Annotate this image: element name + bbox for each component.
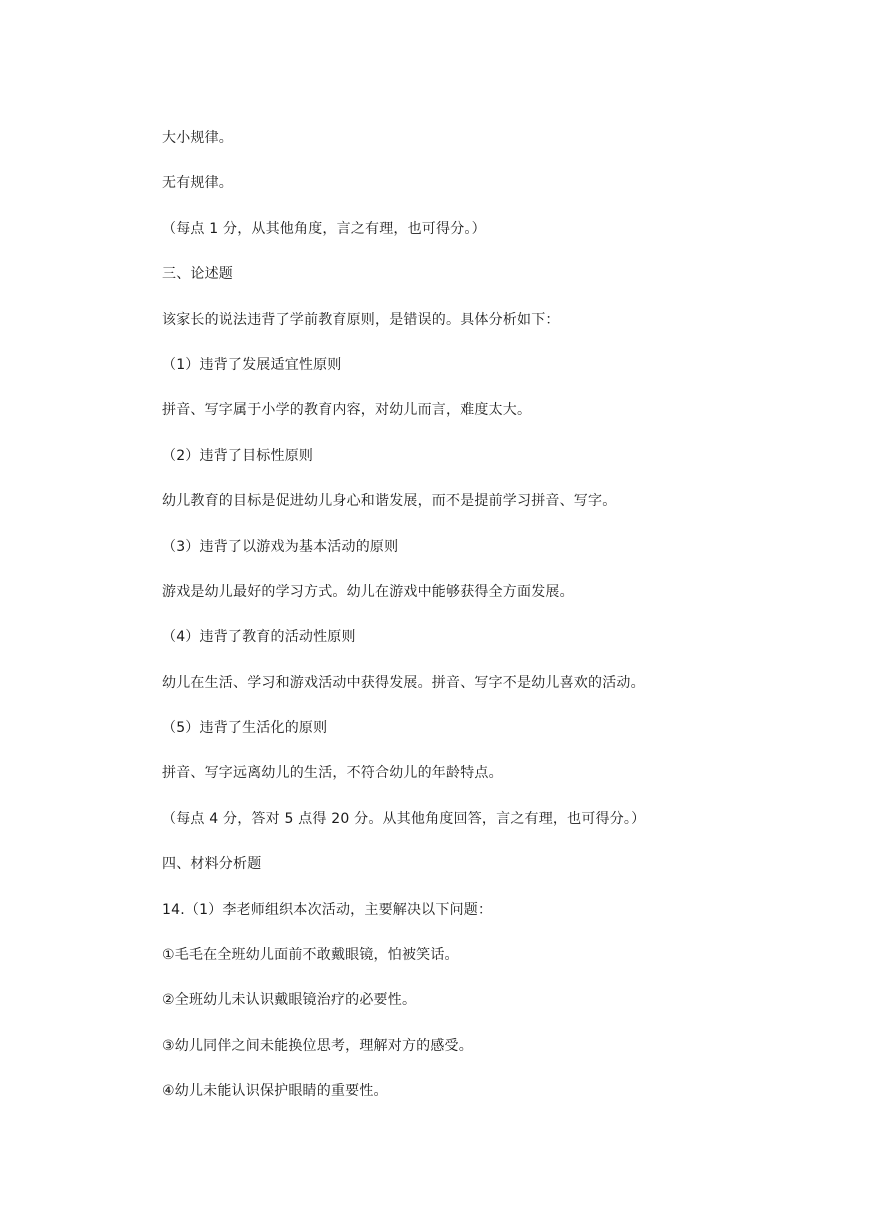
point-2-heading: （2）违背了目标性原则 bbox=[162, 447, 314, 464]
point-1-heading: （1）违背了发展适宜性原则 bbox=[162, 356, 342, 373]
document-body bbox=[162, 128, 782, 1127]
text-line-size-pattern: 大小规律。 bbox=[162, 130, 233, 146]
point-4-heading: （4）违背了教育的活动性原则 bbox=[162, 629, 356, 646]
point-1-text: 拼音、写字属于小学的教育内容，对幼儿而言，难度太大。 bbox=[162, 402, 532, 419]
section-heading-essay: 三、论述题 bbox=[162, 266, 233, 283]
question-14-part-1: 14.（1）李老师组织本次活动，主要解决以下问题： bbox=[162, 901, 493, 918]
point-5-text: 拼音、写字远离幼儿的生活，不符合幼儿的年龄特点。 bbox=[162, 765, 503, 782]
point-3-heading: （3）违背了以游戏为基本活动的原则 bbox=[162, 538, 399, 555]
issue-item-1: ①毛毛在全班幼儿面前不敢戴眼镜，怕被笑话。 bbox=[162, 947, 459, 964]
section-heading-material-analysis: 四、材料分析题 bbox=[162, 856, 262, 873]
issue-item-3: ③幼儿同伴之间未能换位思考，理解对方的感受。 bbox=[162, 1037, 473, 1054]
issue-item-4: ④幼儿未能认识保护眼睛的重要性。 bbox=[162, 1083, 388, 1100]
point-4-text: 幼儿在生活、学习和游戏活动中获得发展。拼音、写字不是幼儿喜欢的活动。 bbox=[162, 674, 645, 691]
essay-intro: 该家长的说法违背了学前教育原则，是错误的。具体分析如下： bbox=[162, 311, 560, 328]
scoring-note-1: （每点 1 分，从其他角度，言之有理，也可得分。） bbox=[162, 220, 486, 237]
text-line-no-pattern: 无有规律。 bbox=[162, 175, 233, 192]
scoring-note-2: （每点 4 分，答对 5 点得 20 分。从其他角度回答，言之有理，也可得分。） bbox=[162, 810, 646, 827]
issue-item-2: ②全班幼儿未认识戴眼镜治疗的必要性。 bbox=[162, 992, 417, 1009]
point-5-heading: （5）违背了生活化的原则 bbox=[162, 720, 328, 737]
point-2-text: 幼儿教育的目标是促进幼儿身心和谐发展，而不是提前学习拼音、写字。 bbox=[162, 493, 617, 510]
point-3-text: 游戏是幼儿最好的学习方式。幼儿在游戏中能够获得全方面发展。 bbox=[162, 583, 574, 600]
